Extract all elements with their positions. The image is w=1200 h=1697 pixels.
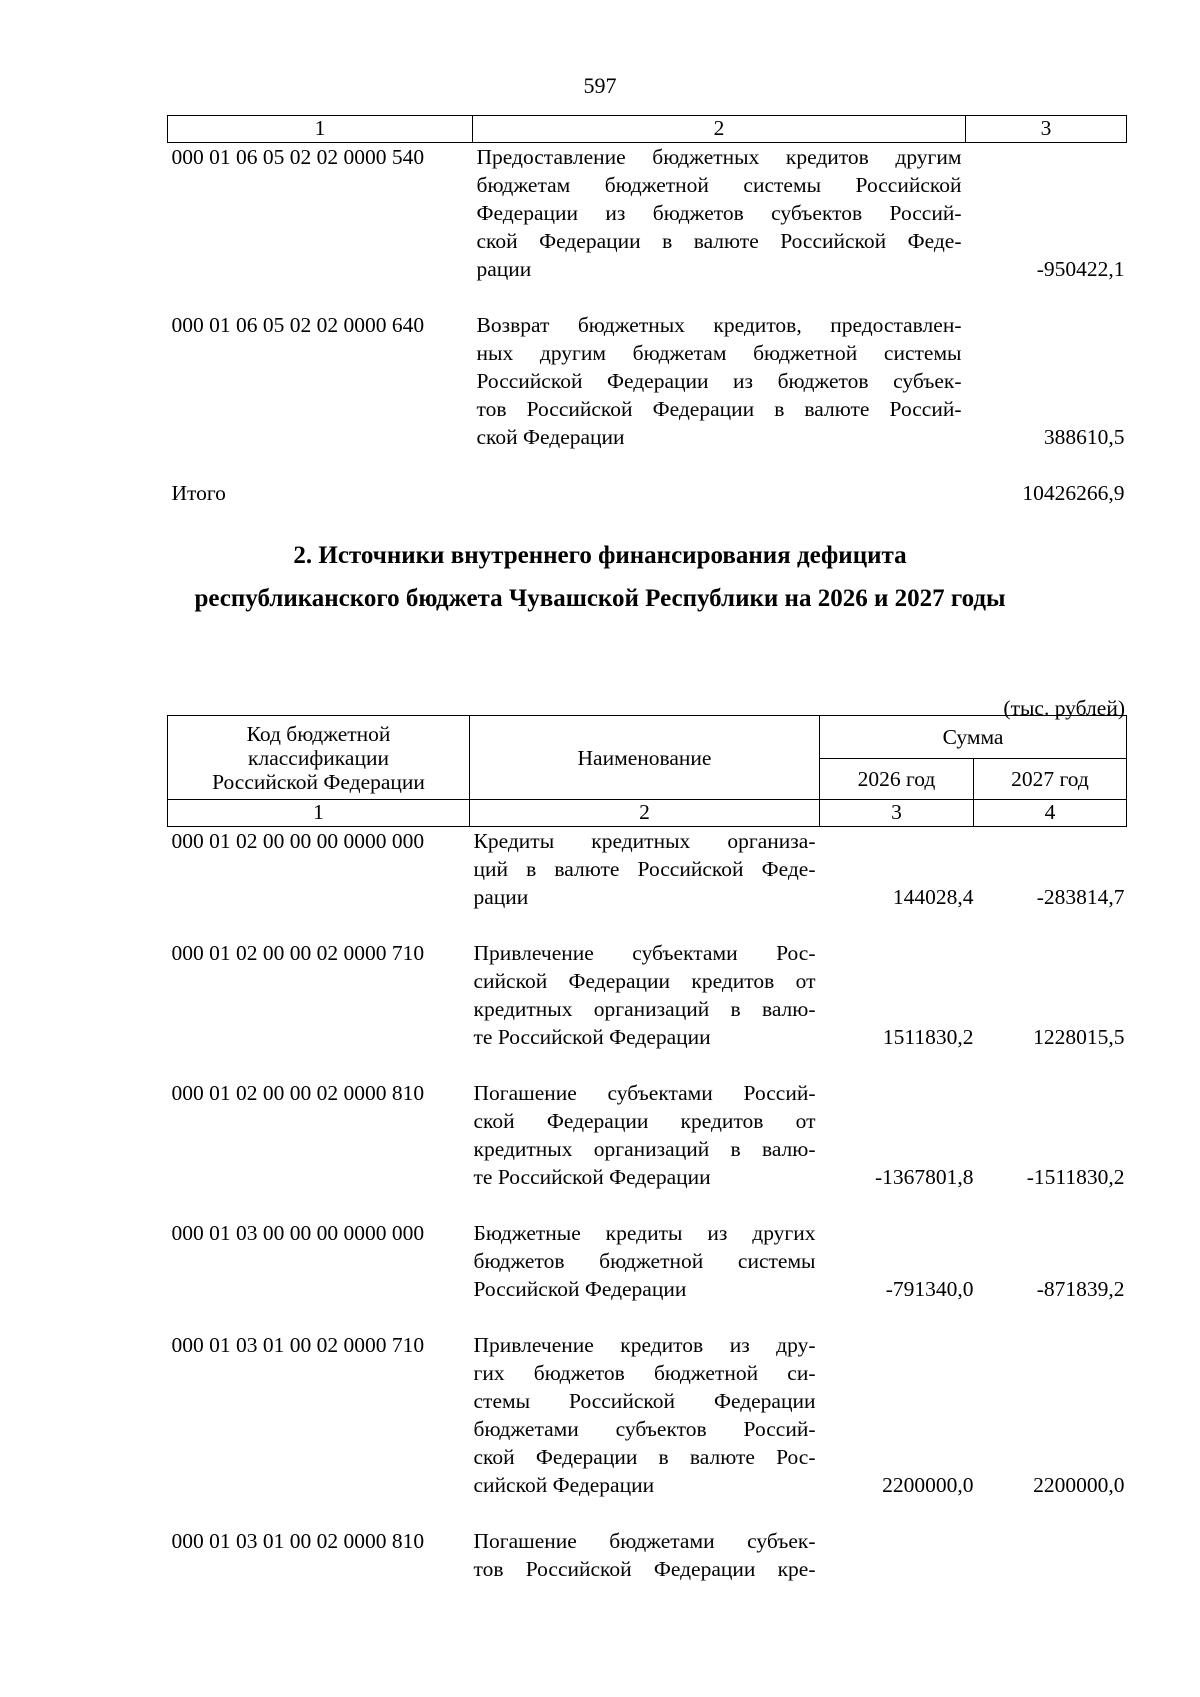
amount-2027: 1228015,5 xyxy=(1033,1025,1125,1049)
budget-code: 000 01 06 05 02 02 0000 540 xyxy=(171,145,425,169)
name-line: гих бюджетов бюджетной си- xyxy=(473,1361,816,1385)
amount-2026: 144028,4 xyxy=(892,885,974,909)
table-row xyxy=(168,1331,1127,1499)
amount-2027: 2200000,0 xyxy=(1033,1473,1125,1497)
name-line: рации xyxy=(476,257,532,281)
budget-code: 000 01 03 01 00 02 0000 710 xyxy=(171,1333,425,1357)
row-name xyxy=(470,939,820,1051)
name-line: Бюджетные кредиты из других xyxy=(473,1221,816,1245)
name-line: ской Федерации в валюте Российской Феде- xyxy=(476,229,962,253)
amount-2026: -791340,0 xyxy=(885,1277,974,1301)
row-name xyxy=(470,1331,820,1499)
table-row xyxy=(168,1219,1127,1303)
name-line: тов Российской Федерации кре- xyxy=(473,1557,816,1581)
total-label: Итого xyxy=(171,481,226,505)
table-row xyxy=(168,311,1127,451)
sources-table xyxy=(167,715,1127,1583)
name-line: бюджетов бюджетной системы xyxy=(473,1249,816,1273)
header-sum: Сумма xyxy=(820,716,1127,759)
budget-code: 000 01 03 00 00 00 0000 000 xyxy=(171,1221,425,1245)
name-line: сийской Федерации xyxy=(473,1473,655,1497)
name-line: Российской Федерации из бюджетов субъек- xyxy=(476,369,962,393)
name-line: Федерации из бюджетов субъектов Россий- xyxy=(476,201,962,225)
name-line: кредитных организаций в валю- xyxy=(473,1137,816,1161)
column-number-row xyxy=(168,116,1127,143)
total-amount: 10426266,9 xyxy=(1022,481,1125,505)
budget-code: 000 01 03 01 00 02 0000 810 xyxy=(171,1529,425,1553)
name-line: Погашение бюджетами субъек- xyxy=(473,1529,816,1553)
budget-code: 000 01 02 00 00 02 0000 710 xyxy=(171,941,425,965)
name-line: Привлечение кредитов из дру- xyxy=(473,1333,816,1357)
table-row xyxy=(168,939,1127,1051)
column-number: 1 xyxy=(168,800,470,827)
column-number: 2 xyxy=(470,800,820,827)
budget-code: 000 01 06 05 02 02 0000 640 xyxy=(171,313,425,337)
section-title-line-2: республиканского бюджета Чувашской Республики на 2026 и 2027 годы xyxy=(194,585,1006,612)
table-row xyxy=(168,1079,1127,1191)
name-line: Погашение субъектами Россий- xyxy=(473,1081,816,1105)
row-name xyxy=(470,1219,820,1303)
amount-2026: -1367801,8 xyxy=(874,1165,974,1189)
page-number: 597 xyxy=(583,73,617,98)
amount-2026: 2200000,0 xyxy=(882,1473,974,1497)
name-line: ской Федерации xyxy=(476,425,625,449)
header-code-line: Российской Федерации xyxy=(212,769,425,794)
name-line: ской Федерации в валюте Рос- xyxy=(473,1445,816,1469)
amount: 388610,5 xyxy=(1043,425,1125,449)
table-row xyxy=(168,827,1127,912)
row-name xyxy=(473,143,966,284)
header-code-line: классификации xyxy=(248,745,389,770)
column-number: 1 xyxy=(168,116,473,143)
header-year-2027: 2027 год xyxy=(974,759,1127,800)
name-line: ных другим бюджетам бюджетной системы xyxy=(476,341,962,365)
name-line: тов Российской Федерации в валюте Россий- xyxy=(476,397,962,421)
name-line: Российской Федерации xyxy=(473,1277,687,1301)
name-line: ций в валюте Российской Феде- xyxy=(473,857,816,881)
section-title-line-1: 2. Источники внутреннего финансирования дефицита xyxy=(293,542,907,569)
name-line: кредитных организаций в валю- xyxy=(473,997,816,1021)
name-line: те Российской Федерации xyxy=(473,1025,711,1049)
amount-2027: -1511830,2 xyxy=(1026,1165,1125,1189)
name-line: Предоставление бюджетных кредитов другим xyxy=(476,145,962,169)
header-row xyxy=(168,716,1127,759)
name-line: те Российской Федерации xyxy=(473,1165,711,1189)
row-name xyxy=(470,1527,820,1583)
table-continuation xyxy=(167,115,1127,507)
name-line: бюджетам бюджетной системы Российской xyxy=(476,173,962,197)
name-line: стемы Российской Федерации xyxy=(473,1389,816,1413)
amount-2026 xyxy=(820,1527,974,1583)
name-line: Привлечение субъектами Рос- xyxy=(473,941,816,965)
name-line: Возврат бюджетных кредитов, предоставлен- xyxy=(476,313,962,337)
header-name: Наименование xyxy=(470,716,820,800)
total-row xyxy=(168,479,1127,507)
name-line: сийской Федерации кредитов от xyxy=(473,969,816,993)
amount-2027: -283814,7 xyxy=(1036,885,1125,909)
amount-2027 xyxy=(974,1527,1127,1583)
column-number-row xyxy=(168,800,1127,827)
budget-code: 000 01 02 00 00 00 0000 000 xyxy=(171,829,425,853)
name-line: ской Федерации кредитов от xyxy=(473,1109,816,1133)
column-number: 4 xyxy=(974,800,1127,827)
column-number: 3 xyxy=(820,800,974,827)
column-number: 2 xyxy=(473,116,966,143)
column-number: 3 xyxy=(966,116,1127,143)
header-year-2026: 2026 год xyxy=(820,759,974,800)
budget-code: 000 01 02 00 00 02 0000 810 xyxy=(171,1081,425,1105)
amount: -950422,1 xyxy=(1036,257,1125,281)
table-row xyxy=(168,143,1127,284)
amount-2027: -871839,2 xyxy=(1036,1277,1125,1301)
amount-2026: 1511830,2 xyxy=(882,1025,974,1049)
header-code-line: Код бюджетной xyxy=(246,721,391,746)
name-line: рации xyxy=(473,885,529,909)
name-line: бюджетами субъектов Россий- xyxy=(473,1417,816,1441)
row-name xyxy=(473,311,966,451)
row-name xyxy=(470,1079,820,1191)
header-code xyxy=(168,716,470,800)
unit-label: (тыс. рублей) xyxy=(1003,696,1125,720)
row-name xyxy=(470,827,820,912)
table-row xyxy=(168,1527,1127,1583)
name-line: Кредиты кредитных организа- xyxy=(473,829,816,853)
